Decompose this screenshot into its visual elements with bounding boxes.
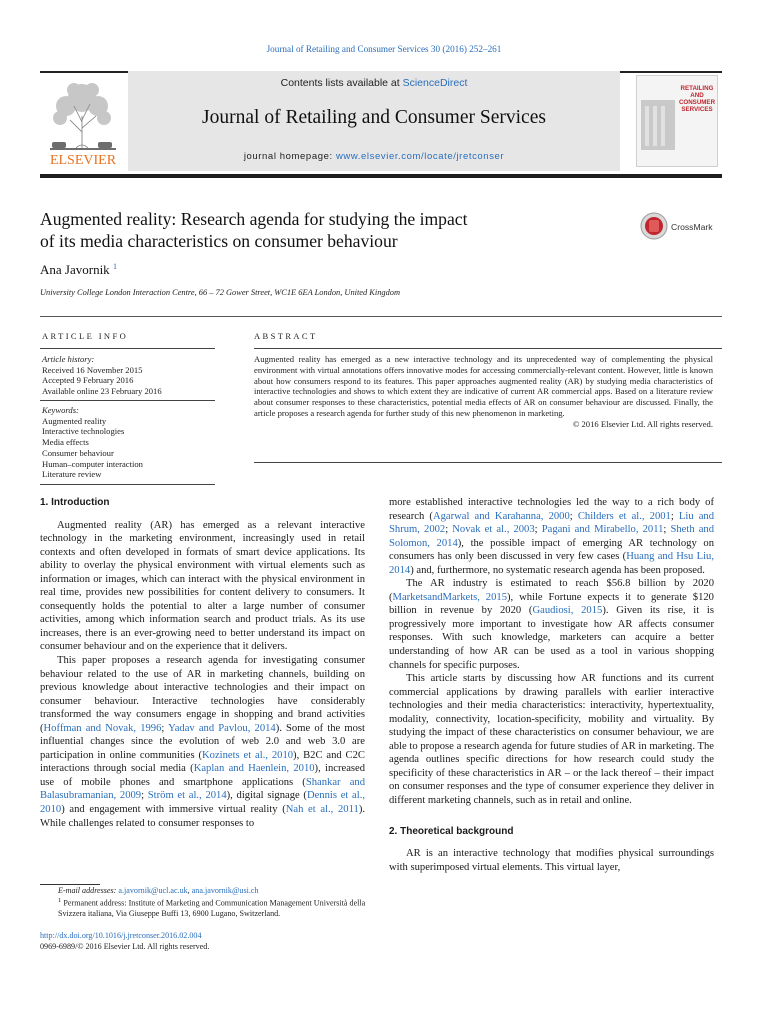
citation-link[interactable]: Sheth and Solomon, 2014 [389, 524, 715, 549]
citation-link[interactable]: Hoffman and Novak, 1996 [43, 722, 162, 734]
author-footnote-mark[interactable]: 1 [112, 262, 117, 271]
journal-homepage: journal homepage: www.elsevier.com/locate/jretconser [243, 151, 505, 162]
paragraph-text: ), B2C and C2C interactions through social media ( [40, 749, 365, 775]
article-title: Augmented reality: Research agenda for studying the impact of its media characteristics on consumer behaviour [40, 209, 468, 251]
paragraph [389, 496, 714, 577]
crossmark-badge[interactable] [640, 212, 720, 242]
keyword: Interactive technologies [42, 426, 125, 437]
elsevier-tree-icon [40, 76, 126, 168]
paragraph-text: more established interactive technologies led the way to a rich body of research ( [389, 497, 714, 522]
keyword: Human–computer interaction [42, 458, 143, 469]
keyword: Augmented reality [42, 415, 107, 426]
paragraph: AR is an interactive technology that modifies physical surroundings with superimposed virtual elements. This virtual layer, [389, 848, 714, 873]
paragraph-text: ; [670, 510, 679, 522]
footnotes [40, 886, 370, 919]
paragraph-text: ; [161, 722, 169, 734]
citation-link[interactable]: Pagani and Mirabello, 2011 [541, 524, 664, 536]
cover-title-line: RETAILING [680, 85, 714, 92]
issn-line: 0969-6989/© 2016 Elsevier Ltd. All rights reserved. [40, 941, 210, 951]
elsevier-wordmark: ELSEVIER [49, 153, 117, 168]
article-info-heading: ARTICLE INFO [42, 331, 129, 341]
footnote-rule [40, 884, 100, 885]
elsevier-logo [40, 76, 126, 168]
email-footnote: E-mail addresses: a.javornik@ucl.ac.uk, ana.javornik@usi.ch [58, 886, 259, 895]
citation-link[interactable]: MarketsandMarkets, 2015 [392, 591, 507, 603]
header-bottom-rule [40, 174, 722, 178]
keyword: Media effects [42, 437, 89, 448]
citation-link[interactable]: Kozinets et al., 2010 [202, 749, 294, 761]
citation-link[interactable]: Childers et al., 2001 [577, 510, 671, 522]
citation-link[interactable]: Novak et al., 2003 [452, 524, 535, 536]
abstract-bottom-rule [254, 462, 722, 463]
paragraph-text: ), digital signage ( [226, 790, 307, 802]
paragraph-text: ; [445, 524, 453, 536]
article-history: Article history: Received 16 November 2015 Accepted 9 February 2016 Available online 23 February 2016 [42, 354, 218, 397]
crossmark-label: CrossMark [671, 222, 713, 232]
journal-citation-link[interactable]: Journal of Retailing and Consumer Services 30 (2016) 252–261 [266, 44, 502, 54]
doi-block [40, 931, 209, 953]
email-link[interactable]: a.javornik@ucl.ac.uk [118, 886, 188, 895]
citation-link[interactable]: Dennis et al., 2010 [40, 790, 365, 816]
journal-header-band [128, 71, 620, 171]
paragraph-text: ; [569, 510, 578, 522]
author-affiliation: University College London Interaction Centre, 66 – 72 Gower Street, WC1E 6EA London, United Kingdom [40, 288, 401, 297]
article-info-rule [40, 348, 215, 349]
sciencedirect-link[interactable]: ScienceDirect [402, 77, 468, 89]
citation-link[interactable]: Kaplan and Haenlein, 2010 [193, 763, 315, 775]
citation-link[interactable]: Yadav and Pavlou, 2014 [168, 722, 276, 734]
email-link[interactable]: ana.javornik@usi.ch [191, 886, 259, 895]
contents-available: Contents lists available at ScienceDirect [280, 77, 468, 89]
paragraph-text: ) and engagement with immersive virtual reality ( [61, 804, 286, 816]
journal-title: Journal of Retailing and Consumer Services [202, 107, 546, 128]
cover-title-line: AND [690, 92, 704, 99]
paragraph-text: ). Given its rise, it is progressively more important to investigate how AR affects consumer responses. With such knowledge, marketers can acquire a better understanding of how AR can be used as a tool in various shopping channels for specific purposes. [389, 605, 715, 671]
paragraph-text: ). While challenges related to consumer responses to [40, 804, 365, 829]
cover-title-line: SERVICES [681, 106, 713, 113]
section-heading-introduction: 1. Introduction [40, 497, 110, 508]
citation-link[interactable]: Huang and Hsu Liu, 2014 [389, 551, 714, 576]
paragraph-text: ), while Fortune expects it to generate $120 billion in revenue by 2020 ( [389, 591, 714, 617]
section-heading-theoretical-background: 2. Theoretical background [389, 825, 514, 837]
citation-link[interactable]: Nah et al., 2011 [285, 804, 359, 816]
cover-title-line: CONSUMER [678, 99, 716, 106]
paragraph [389, 577, 714, 672]
keyword: Literature review [42, 469, 102, 480]
history-accepted: Accepted 9 February 2016 [42, 375, 134, 386]
author-name: Ana Javornik $^1$ [40, 262, 117, 277]
abstract-heading: ABSTRACT [254, 331, 318, 341]
article-info-bottom-rule [40, 484, 215, 485]
article-info-divider [40, 400, 215, 401]
paragraph-text: The AR industry is estimated to reach $56.8 billion by 2020 ( [389, 578, 714, 603]
journal-cover-thumbnail [636, 75, 718, 167]
section-separator [40, 316, 722, 317]
paragraph: Augmented reality (AR) has emerged as a relevant interactive technology in the marketing environment, increasingly used in retail contexts and often developed in formats of smart device applications. Its ability to overlay the physical environment with virtual elements such as information or images, which can interact with the physical environment in real time, provides new possibilities for content delivery to consumers. It consequently holds the potential to alter a large number of consumer activities, among which information search and product trials. As its use increases, there is an ever-growing need to better understand its impact on consumer behaviour and on the experience that it delivers. [40, 519, 365, 653]
paragraph: This article starts by discussing how AR functions and its current commercial applications by drawing parallels with earlier interactive technologies and their media characteristics: interactivity, hypertextuality, modality, connectivity, location-specificity, mobility and virtuality. By studying the impact of these characteristics on consumer behaviour, we are able to propose a research agenda for future studies of AR in marketing. The agenda outlines specific directions for how research could study the specificity of these characteristics in AR – or the lack thereof – their impact on consumer responses and the type of consumer experience they deliver in different marketing channels, such as in retail and online. [389, 673, 714, 807]
citation-link[interactable]: Agarwal and Karahanna, 2000 [432, 510, 570, 522]
paragraph [40, 654, 365, 830]
abstract-rule [254, 348, 722, 349]
paragraph-text: ; [534, 524, 542, 536]
history-received: Received 16 November 2015 [42, 364, 143, 375]
keyword: Consumer behaviour [42, 447, 114, 458]
paragraph-text: ). Some of the most influential changes since the evolution of web 2.0 and web 3.0 are participation in online communities ( [40, 722, 365, 761]
doi-link[interactable]: http://dx.doi.org/10.1016/j.jretconser.2016.02.004 [40, 931, 202, 940]
paragraph-text: ), increased use of mobile phones and smartphone applications ( [40, 763, 366, 788]
citation-link[interactable]: Ström et al., 2014 [147, 790, 227, 802]
citation-link[interactable]: Gaudiosi, 2015 [532, 605, 603, 617]
homepage-link[interactable]: www.elsevier.com/locate/jretconser [335, 151, 505, 162]
keywords-block: Keywords: Augmented reality Interactive technologies Media effects Consumer behaviour Human–computer interaction Literature review [42, 405, 218, 480]
paragraph-text: This paper proposes a research agenda for investigating consumer behaviour related to the use of AR in marketing channels, building on previous knowledge about interactive technologies and their impact on consumer behaviour. Interactive technologies have considerably transformed the way consumers engage in shopping and brand activities ( [40, 655, 365, 734]
paragraph-text: ; [663, 524, 671, 536]
body-right-column [389, 496, 714, 874]
abstract-copyright: © 2016 Elsevier Ltd. All rights reserved. [572, 418, 713, 429]
permanent-address-footnote: $^1$ Permanent address: Institute of Marketing and Communication Management Università della Svizzera italiana, Via Giuseppe Buffi 13, 6900 Lugano, Switzerland. [58, 897, 366, 919]
paragraph-text: ; [141, 790, 148, 802]
abstract-text: Augmented reality has emerged as a new interactive technology and its unprecedented way of complementing the physical environment with virtual annotations offers innovative modes for accessing commercially-relevant content. However, little is known about how consumers respond to its features. This paper approaches augmented reality (AR) by studying media characteristics of interactive technologies and shows to which extent they are indicative of current AR commercial apps. Based on a literature review about consumer responses to these characteristics, potential media effects of AR on consumer behaviour are discussed. Finally, the article proposes a research agenda for further study of this new phenomenon in marketing. © 2016 Elsevier Ltd. All rights reserved. [254, 354, 713, 429]
body-left-column [40, 496, 365, 830]
paragraph-text: ) and, furthermore, no systematic research agenda has been proposed. [410, 564, 705, 576]
citation-link[interactable]: Shankar and Balasubramanian, 2009 [40, 776, 365, 802]
history-online: Available online 23 February 2016 [42, 386, 162, 397]
paragraph-text: ), the possible impact of emerging AR technology on consumers has only been discussed in very few cases ( [389, 537, 715, 563]
citation-link[interactable]: Liu and Shrum, 2002 [389, 510, 715, 536]
